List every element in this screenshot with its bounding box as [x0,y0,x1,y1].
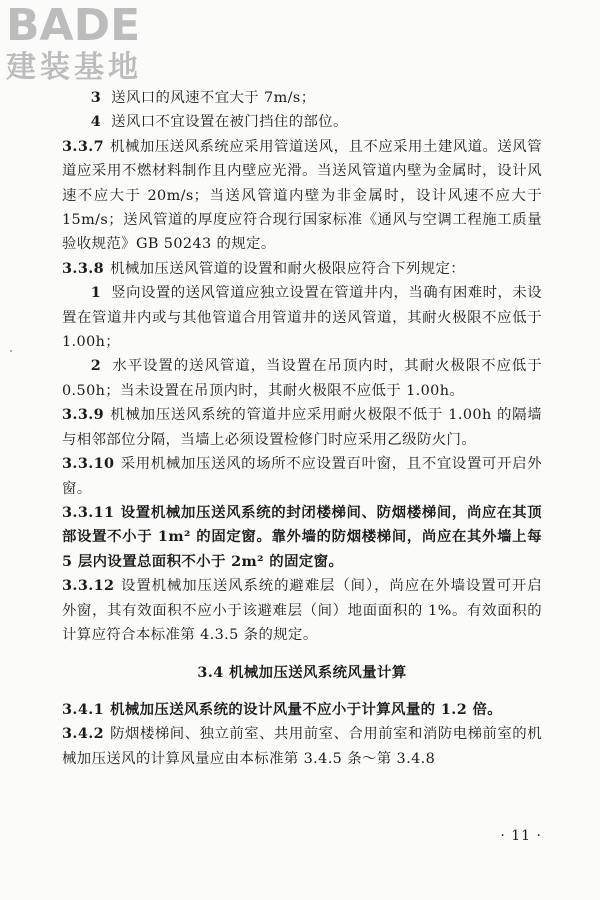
clause-3-3-12: 3.3.12 设置机械加压送风系统的避难层（间），尚应在外墙设置可开启外窗，其有效面积不应小于该避难层（间）地面面积的 1%。有效面积的计算应符合本标准第 4.3.5 条的规定。 [62,577,542,643]
logo-subtitle: 建装基地 [6,50,142,85]
clause-3-3-10: 3.3.10 采用机械加压送风的场所不应设置百叶窗，且不宜设置可开启外窗。 [62,455,542,497]
clause-3-4-2: 3.4.2 防烟楼梯间、独立前室、共用前室、合用前室和消防电梯前室的机械加压送风的计算风量应由本标准第 3.4.5 条～第 3.4.8 [62,725,542,767]
bade-logo [6,0,142,85]
clause-3-3-9: 3.3.9 机械加压送风系统的管道井应采用耐火极限不低于 1.00h 的隔墙与相邻部位分隔，当墙上必须设置检修门时应采用乙级防火门。 [62,406,542,448]
page-number: · 11 · [500,828,542,844]
list-item-4: 4 送风口不宜设置在被门挡住的部位。 [90,113,348,131]
clause-3-3-7: 3.3.7 机械加压送风系统应采用管道送风，且不应采用土建风道。送风管道应采用不燃材料制作且内壁应光滑。当送风管道内壁为金属时，设计风速不应大于 20m/s；当送风管道内壁为非金属时，设计风速不应大于 15m/s；送风管道的厚度应符合现行国家标准《通风与空调工程施工质量验收规范》GB 50243 的规定。 [62,137,542,253]
section-title: 3.4 机械加压送风系统风量计算 [197,664,407,682]
clause-3-3-8-item-2: 2 水平设置的送风管道，当设置在吊顶内时，其耐火极限不应低于 0.50h；当未设置在吊顶内时，其耐火极限不应低于 1.00h。 [62,357,543,399]
document-body [62,86,542,771]
list-item-3: 3 送风口的风速不宜大于 7m/s； [90,89,316,106]
clause-3-3-8: 3.3.8 机械加压送风管道的设置和耐火极限应符合下列规定： [62,259,466,277]
margin-mark [10,350,12,352]
clause-3-3-8-item-1: 1 竖向设置的送风管道应独立设置在管道井内，当确有困难时，未设置在管道井内或与其他管道合用管道井的送风管道，其耐火极限不应低于 1.00h； [62,284,542,351]
logo-wordmark: BADE [6,0,141,51]
clause-3-4-1: 3.4.1 机械加压送风系统的设计风量不应小于计算风量的 1.2 倍。 [62,700,503,718]
clause-3-3-11: 3.3.11 设置机械加压送风系统的封闭楼梯间、防烟楼梯间，尚应在其顶部设置不小于 1m² 的固定窗。靠外墙的防烟楼梯间，尚应在其外墙上每 5 层内设置总面积不小于 2m² 的固定窗。 [62,503,542,570]
